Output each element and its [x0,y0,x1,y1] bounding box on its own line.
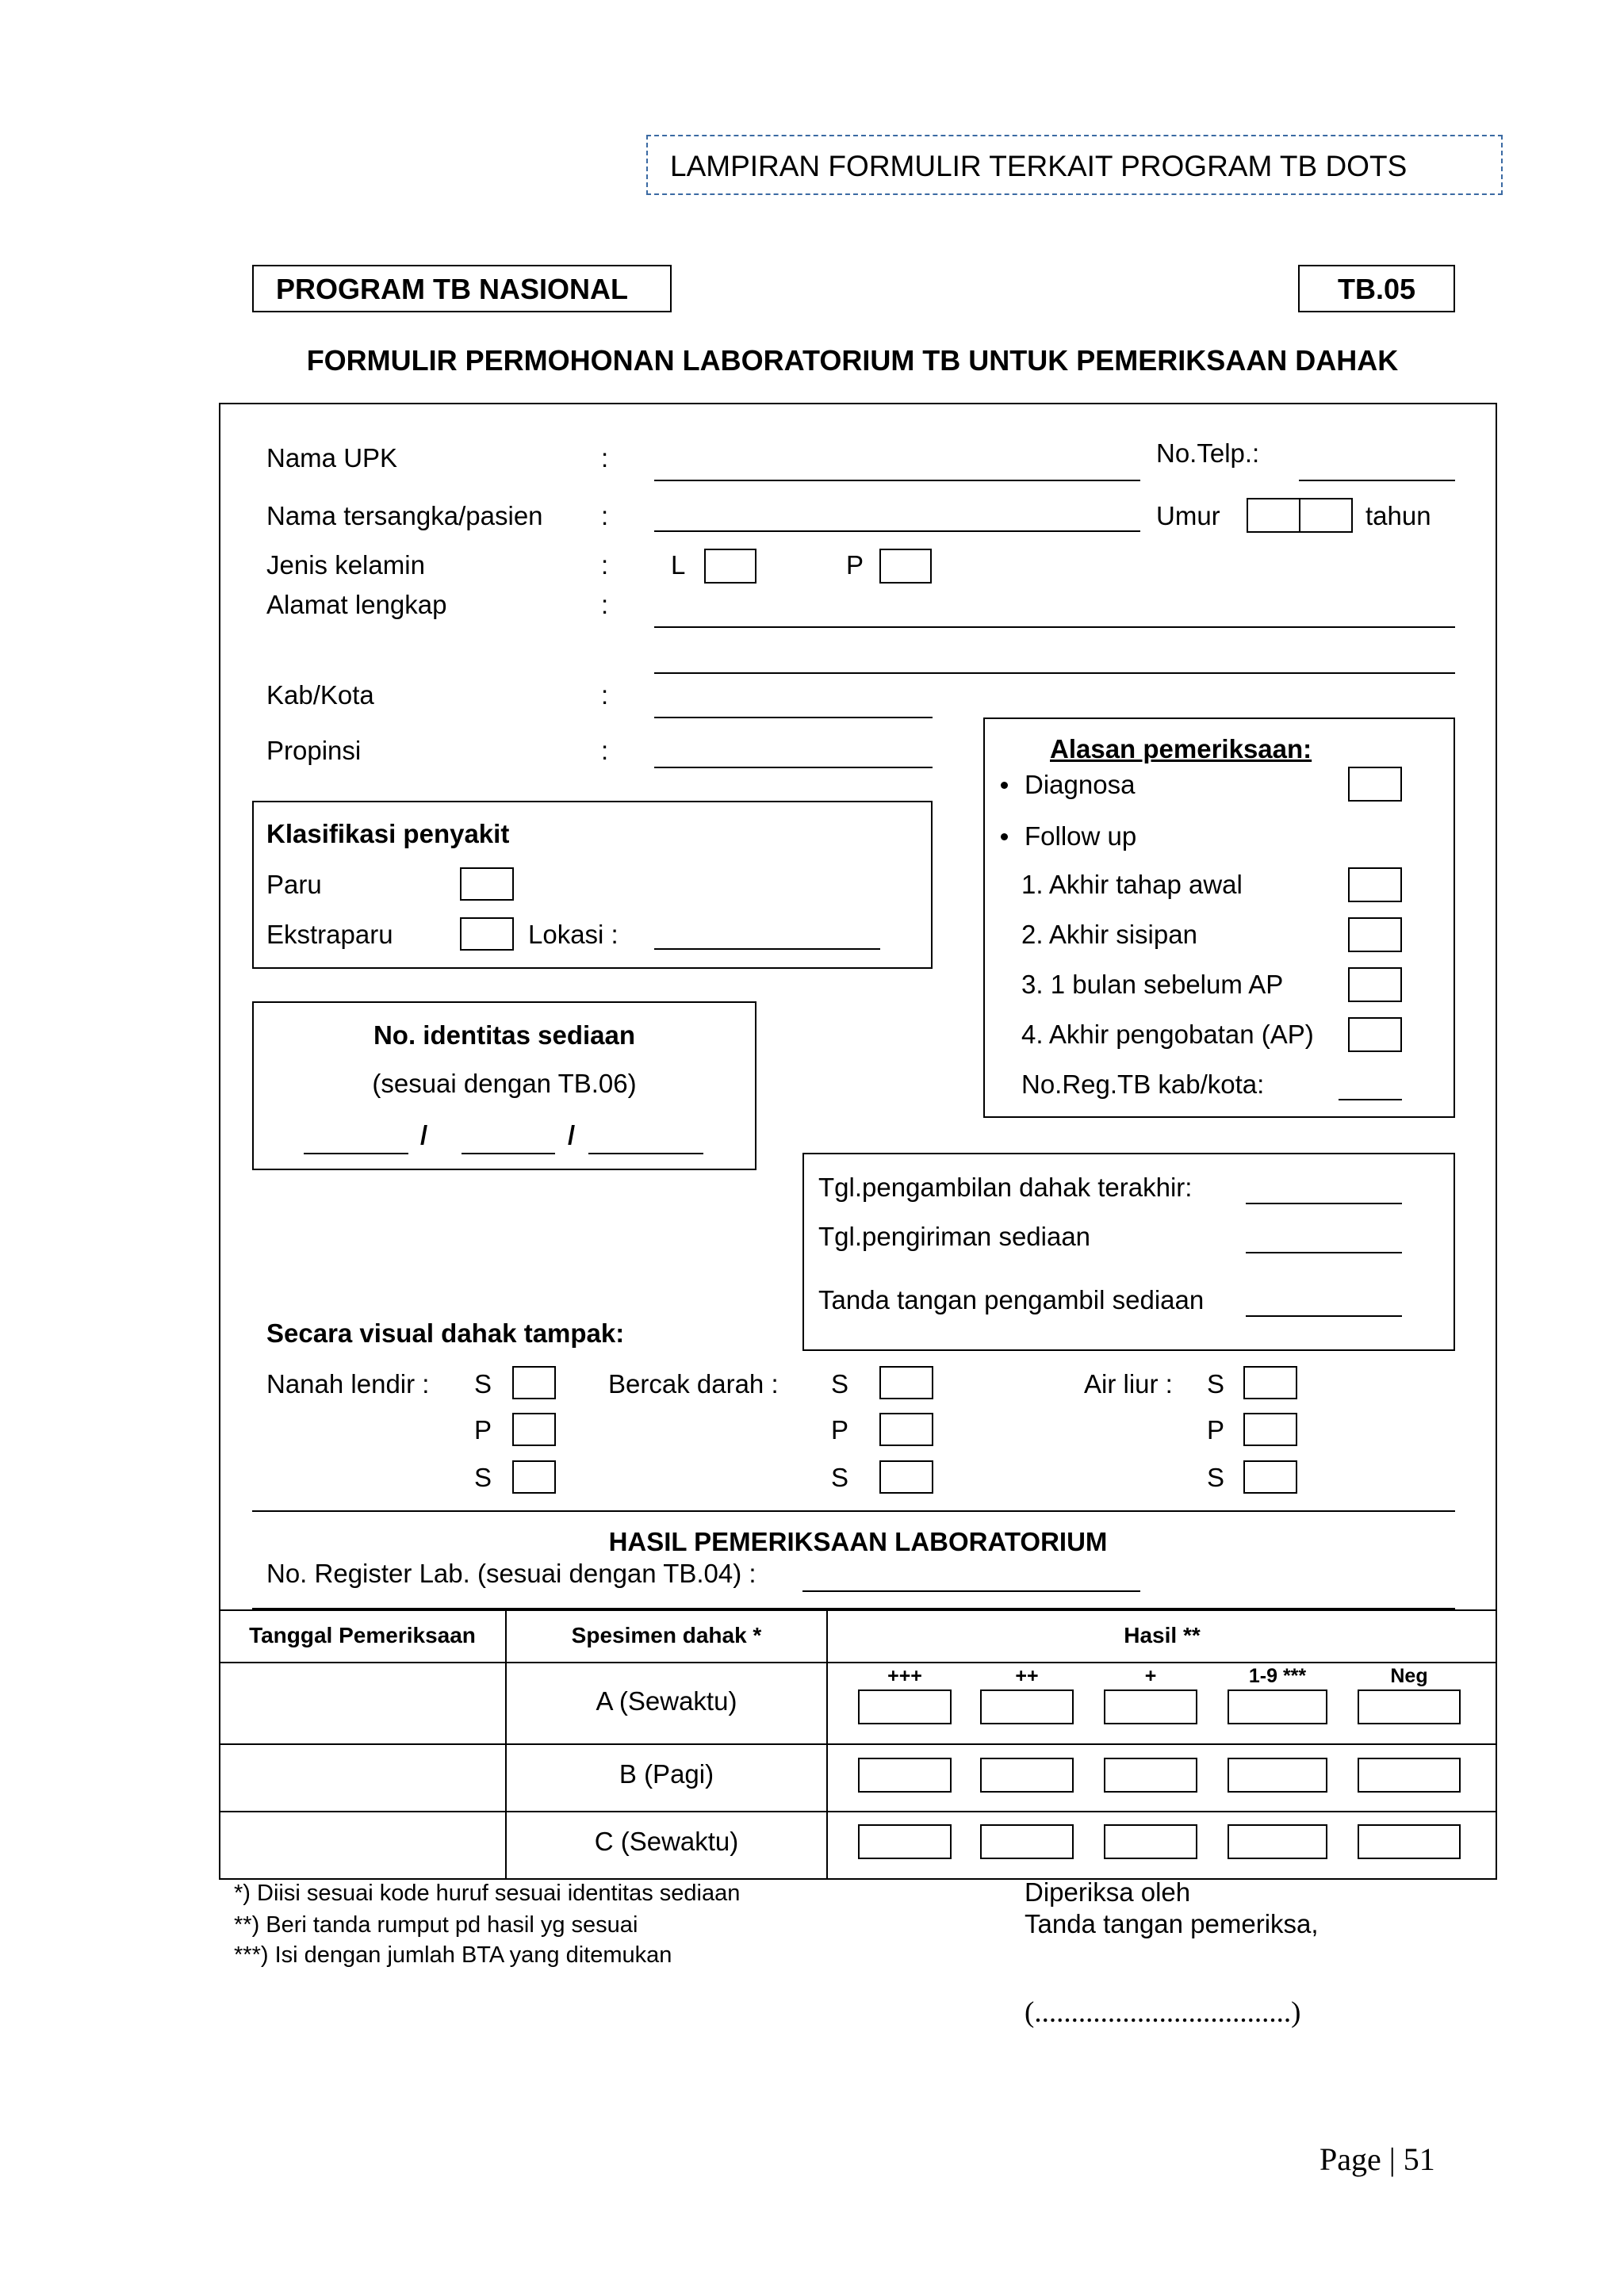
checkbox-akhir-sisipan[interactable] [1348,917,1402,952]
label-jenis-kelamin: Jenis kelamin [266,550,425,580]
identitas-title: No. identitas sediaan [373,1020,636,1050]
label-diperiksa-oleh: Diperiksa oleh [1025,1877,1191,1907]
result-box-c-3plus[interactable] [858,1824,952,1859]
result-box-a-1-9[interactable] [1228,1689,1327,1724]
alamat-line-1[interactable] [654,626,1455,628]
label-p: P [846,550,864,580]
label-1-bulan-sebelum-ap: 3. 1 bulan sebelum AP [1021,970,1284,999]
label-umur: Umur [1156,501,1220,530]
table-row-rule [219,1743,1497,1745]
result-box-b-2plus[interactable] [980,1758,1074,1793]
label-nama-upk: Nama UPK [266,443,398,473]
identitas-line-1[interactable] [304,1153,408,1154]
result-box-b-3plus[interactable] [858,1758,952,1793]
label-akhir-tahap-awal: 1. Akhir tahap awal [1021,870,1243,899]
footnote-1: *) Diisi sesuai kode huruf sesuai identitas sediaan [234,1881,741,1906]
bercak-p-label: P [831,1415,849,1445]
result-box-c-1plus[interactable] [1104,1824,1197,1859]
nama-upk-line[interactable] [654,480,1140,481]
tgl-pengiriman-line[interactable] [1246,1252,1402,1253]
label-l: L [671,550,686,580]
tgl-pengambilan-line[interactable] [1246,1203,1402,1204]
bullet-icon [1001,782,1008,789]
form-title: FORMULIR PERMOHONAN LABORATORIUM TB UNTUK PEMERIKSAAN DAHAK [306,344,1399,377]
label-tgl-pengiriman: Tgl.pengiriman sediaan [818,1222,1091,1251]
divider [252,1510,1455,1512]
label-tahun: tahun [1365,501,1431,530]
lokasi-line[interactable] [654,948,880,950]
result-box-b-neg[interactable] [1358,1758,1461,1793]
label-akhir-sisipan: 2. Akhir sisipan [1021,920,1197,949]
lampiran-banner [646,135,1503,195]
no-register-lab-line[interactable] [802,1590,1140,1592]
label-ekstraparu: Ekstraparu [266,920,393,949]
label-air-liur: Air liur : [1084,1369,1173,1399]
umur-box-1[interactable] [1247,498,1300,533]
program-label: PROGRAM TB NASIONAL [276,273,628,305]
grade-header: + [1144,1665,1157,1687]
bercak-s1-label: S [831,1369,849,1399]
label-no-register-lab: No. Register Lab. (sesuai dengan TB.04) : [266,1559,756,1588]
identitas-line-3[interactable] [588,1153,703,1154]
checkbox-bercak-p[interactable] [879,1413,933,1446]
result-box-c-1-9[interactable] [1228,1824,1327,1859]
nanah-s1-label: S [474,1369,492,1399]
form-code-box [1298,265,1455,312]
nanah-s2-label: S [474,1463,492,1492]
label-tanda-tangan-pengambil: Tanda tangan pengambil sediaan [818,1285,1205,1314]
label-follow-up: Follow up [1025,821,1137,851]
colon: : [601,736,609,765]
col-header-hasil: Hasil ** [1124,1623,1201,1647]
checkbox-p[interactable] [879,549,932,584]
label-tgl-pengambilan: Tgl.pengambilan dahak terakhir: [818,1173,1193,1202]
footnote-2: **) Beri tanda rumput pd hasil yg sesuai [234,1912,638,1938]
checkbox-diagnosa[interactable] [1348,767,1402,802]
grade-header: 1-9 *** [1248,1665,1307,1687]
checkbox-bercak-s2[interactable] [879,1460,933,1494]
umur-box-2[interactable] [1299,498,1353,533]
alamat-line-2[interactable] [654,672,1455,674]
colon: : [601,443,609,473]
lampiran-title: LAMPIRAN FORMULIR TERKAIT PROGRAM TB DOTS [670,150,1408,182]
result-box-b-1plus[interactable] [1104,1758,1197,1793]
label-no-reg-tb: No.Reg.TB kab/kota: [1021,1070,1265,1099]
hasil-title: HASIL PEMERIKSAAN LABORATORIUM [608,1527,1108,1556]
label-propinsi: Propinsi [266,736,362,765]
colon: : [601,501,609,530]
colon: : [601,550,609,580]
row-specimen-c: C (Sewaktu) [594,1827,739,1856]
row-specimen-b: B (Pagi) [619,1759,714,1789]
checkbox-paru[interactable] [460,867,514,901]
nanah-p-label: P [474,1415,492,1445]
checkbox-liur-p[interactable] [1243,1413,1297,1446]
label-no-telp: No.Telp.: [1156,438,1260,468]
checkbox-akhir-pengobatan[interactable] [1348,1017,1402,1052]
identitas-slash-2: / [568,1120,576,1150]
no-telp-line[interactable] [1299,480,1455,481]
checkbox-akhir-tahap-awal[interactable] [1348,867,1402,902]
identitas-subtitle: (sesuai dengan TB.06) [372,1069,637,1098]
result-box-a-1plus[interactable] [1104,1689,1197,1724]
table-row-rule [219,1811,1497,1812]
grade-header: +++ [887,1665,922,1687]
colon: : [601,680,609,710]
checkbox-nanah-p[interactable] [512,1413,556,1446]
liur-s2-label: S [1207,1463,1225,1492]
label-akhir-pengobatan: 4. Akhir pengobatan (AP) [1021,1020,1314,1049]
label-paru: Paru [266,870,322,899]
form-code: TB.05 [1337,273,1416,305]
visual-title: Secara visual dahak tampak: [266,1318,625,1348]
result-box-c-2plus[interactable] [980,1824,1074,1859]
checkbox-nanah-s1[interactable] [512,1366,556,1399]
checkbox-liur-s2[interactable] [1243,1460,1297,1494]
colon: : [601,590,609,619]
identitas-line-2[interactable] [462,1153,555,1154]
kab-kota-line[interactable] [654,717,933,718]
grade-header: ++ [1015,1665,1039,1687]
bercak-s2-label: S [831,1463,849,1492]
label-nanah-lendir: Nanah lendir : [266,1369,430,1399]
row-specimen-a: A (Sewaktu) [596,1686,737,1716]
result-box-a-3plus[interactable] [858,1689,952,1724]
signature-placeholder[interactable]: (...................................) [1025,1996,1301,2029]
label-alamat: Alamat lengkap [266,590,447,619]
result-box-a-neg[interactable] [1358,1689,1461,1724]
bullet-icon [1001,833,1008,840]
label-nama-pasien: Nama tersangka/pasien [266,501,543,530]
col-header-tanggal: Tanggal Pemeriksaan [249,1623,476,1647]
checkbox-1-bulan-sebelum-ap[interactable] [1348,967,1402,1002]
checkbox-ekstraparu[interactable] [460,917,514,951]
checkbox-l[interactable] [704,549,756,584]
page-number: Page | 51 [1320,2141,1435,2177]
tanda-tangan-pengambil-line[interactable] [1246,1315,1402,1317]
result-box-b-1-9[interactable] [1228,1758,1327,1793]
checkbox-liur-s1[interactable] [1243,1366,1297,1399]
col-header-spesimen: Spesimen dahak * [571,1623,762,1647]
nama-pasien-line[interactable] [654,530,1140,532]
label-diagnosa: Diagnosa [1025,770,1136,799]
checkbox-bercak-s1[interactable] [879,1366,933,1399]
liur-s1-label: S [1207,1369,1225,1399]
no-reg-tb-line[interactable] [1339,1099,1402,1100]
liur-p-label: P [1207,1415,1225,1445]
label-kab-kota: Kab/Kota [266,680,374,710]
grade-header: Neg [1390,1665,1428,1687]
label-bercak-darah: Bercak darah : [608,1369,779,1399]
checkbox-nanah-s2[interactable] [512,1460,556,1494]
klasifikasi-title: Klasifikasi penyakit [266,819,510,848]
alasan-title: Alasan pemeriksaan: [1050,734,1312,763]
program-box [252,265,672,312]
footnote-3: ***) Isi dengan jumlah BTA yang ditemukan [234,1942,672,1968]
label-tanda-tangan-pemeriksa: Tanda tangan pemeriksa, [1025,1909,1319,1938]
label-lokasi: Lokasi : [528,920,619,949]
result-box-a-2plus[interactable] [980,1689,1074,1724]
identitas-slash-1: / [420,1120,428,1150]
result-box-c-neg[interactable] [1358,1824,1461,1859]
propinsi-line[interactable] [654,767,933,768]
